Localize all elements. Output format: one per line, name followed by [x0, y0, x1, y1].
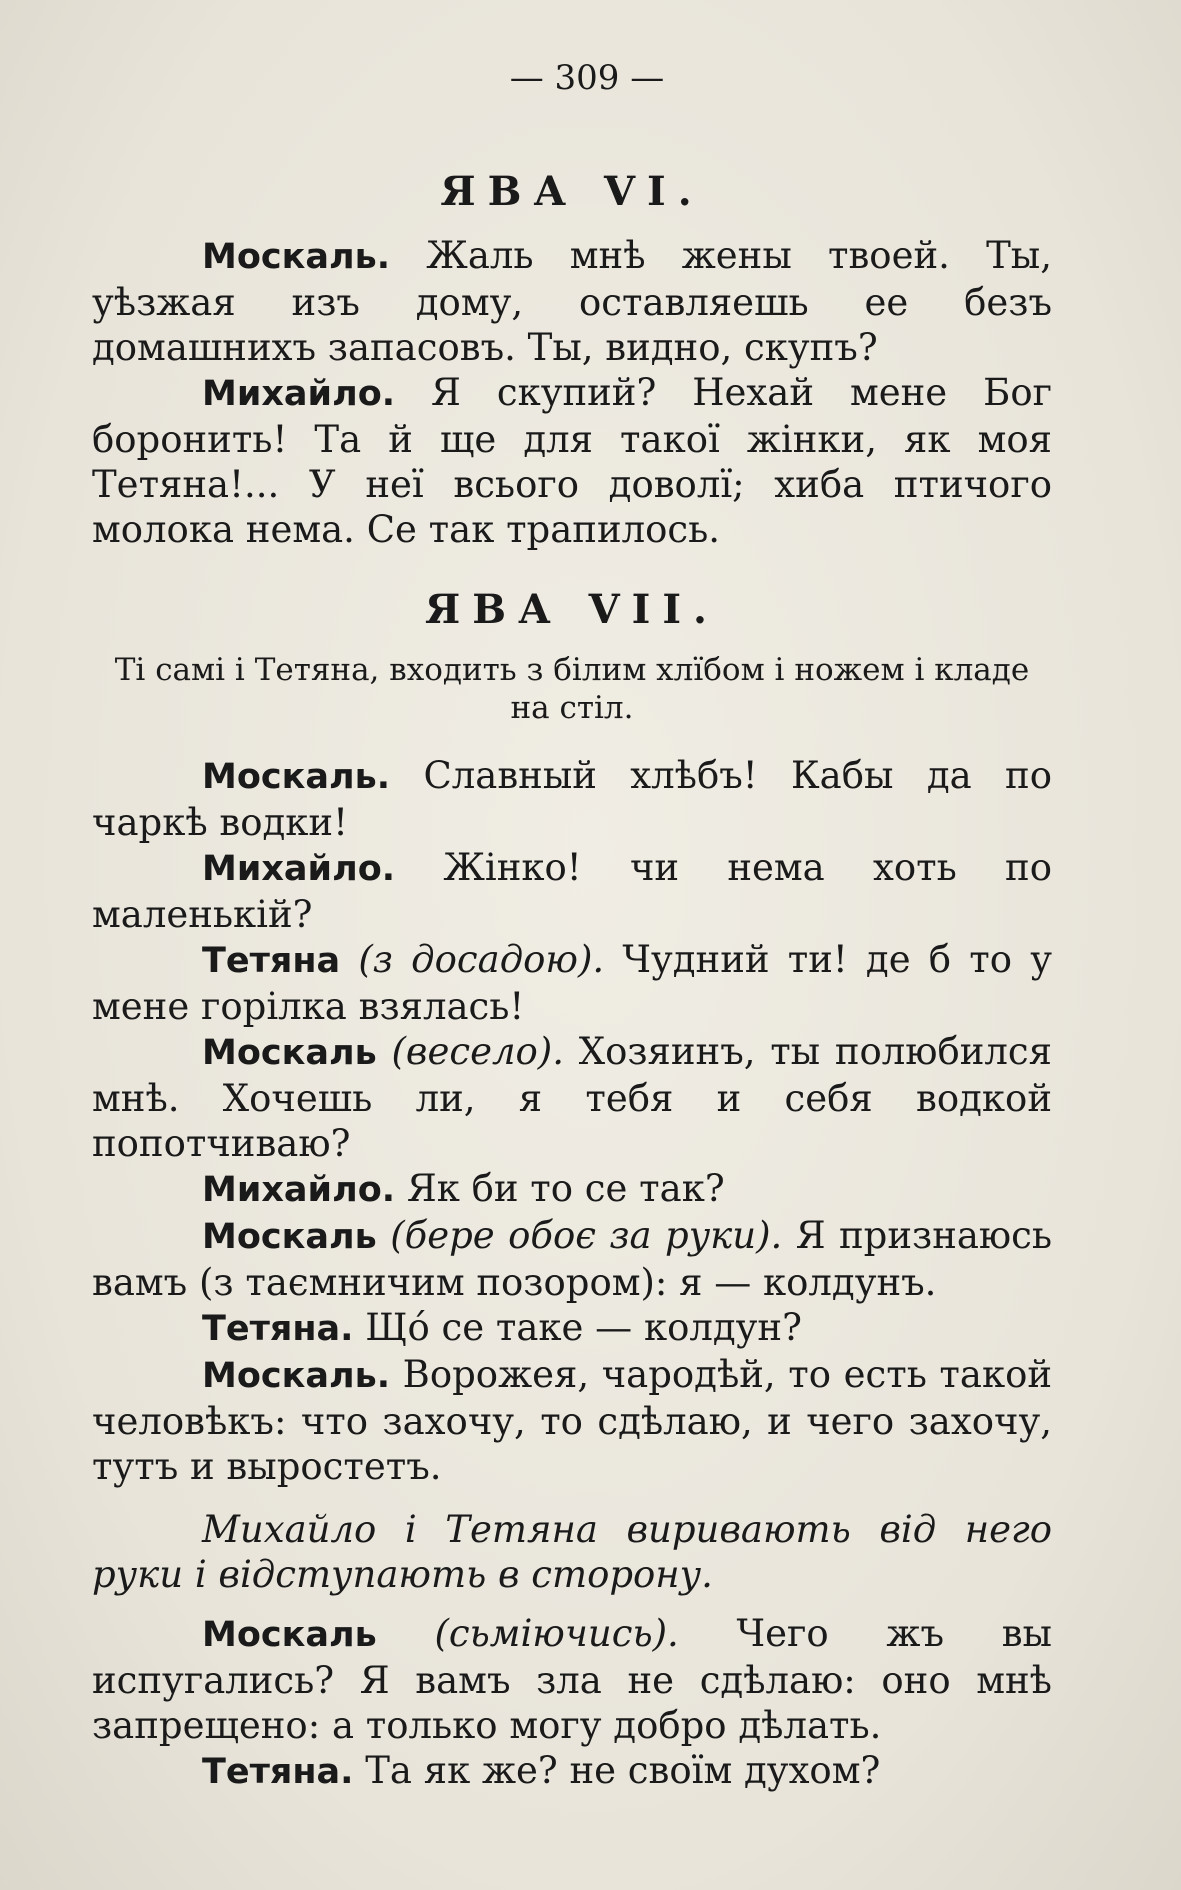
line-text: Я признаюсь вамъ (з таємничим позором): я — колдунъ.: [92, 1214, 1052, 1304]
dialogue-line: [92, 1748, 1052, 1795]
scene-6-title: ЯВА VI.: [440, 168, 704, 215]
page-number: — 309 —: [509, 58, 665, 98]
speaker-direction: (бере обоє за руки).: [390, 1214, 783, 1257]
line-text: Чудний ти! де б то у мене горілка взялась!: [92, 938, 1052, 1028]
dialogue-line: [92, 753, 1052, 845]
speaker-name: Москаль.: [202, 757, 391, 797]
line-text: Славный хлѣбъ! Кабы да по чаркѣ водки!: [92, 754, 1052, 844]
line-text: Хозяинъ, ты полюбился мнѣ. Хочешь ли, я тебя и себя водкой попотчиваю?: [92, 1030, 1052, 1165]
line-text: Як би то се так?: [406, 1167, 725, 1210]
dialogue-line: [92, 937, 1052, 1029]
speaker-name: Михайло.: [202, 374, 396, 414]
speaker-name: Тетяна.: [202, 1752, 354, 1792]
line-text: Я скупий? Нехай мене Бог боронить! Та й ще для такої жінки, як моя Тетяна!... У неї всього доволї; хиба птичого молока нема. Се так трапилось.: [92, 371, 1052, 551]
stage-direction-italic: Михайло і Тетяна виривають від него руки і відступають в сторону.: [92, 1508, 1052, 1596]
dialogue-line: [92, 1352, 1052, 1489]
speaker-name: Михайло.: [202, 849, 396, 889]
dialogue-line: [92, 1305, 1052, 1352]
line-text: Чего жъ вы испугались? Я вамъ зла не сдѣлаю: оно мнѣ запрещено: а только могу добро дѣлать.: [92, 1612, 1052, 1747]
dialogue-line: [92, 1213, 1052, 1305]
line-text: Та як же? не своїм духом?: [365, 1749, 881, 1792]
speaker-name: Москаль.: [202, 1356, 391, 1396]
speaker-name: Михайло.: [202, 1170, 396, 1210]
dialogue-line: [92, 233, 1052, 370]
speaker-name: Тетяна.: [202, 1309, 354, 1349]
dialogue-line: [92, 1029, 1052, 1166]
speaker-name: Москаль.: [202, 237, 391, 277]
line-text: Ворожея, чародѣй, то есть такой человѣкъ: что захочу, то сдѣлаю, и чего захочу, тутъ и выростетъ.: [92, 1353, 1053, 1488]
speaker-name: Москаль: [202, 1033, 377, 1073]
speaker-name: Москаль: [202, 1217, 377, 1257]
speaker-direction: (весело).: [391, 1030, 565, 1073]
stage-direction: Ті самі і Тетяна, входить з білим хлїбом і ножем і кладе на стіл.: [114, 652, 1030, 726]
page-content: [92, 58, 1052, 1795]
line-text: Жінко! чи нема хоть по маленькій?: [92, 846, 1052, 936]
line-text: Жаль мнѣ жены твоей. Ты, уѣзжая изъ дому, оставляешь ее безъ домашнихъ запасовъ. Ты, видно, скупъ?: [92, 234, 1052, 369]
dialogue-line: [92, 1166, 1052, 1213]
dialogue-line: [92, 845, 1052, 937]
line-text: Щó се таке — колдун?: [365, 1306, 802, 1349]
scene-7-title: ЯВА VII.: [425, 586, 719, 633]
dialogue-line: [92, 370, 1052, 552]
speaker-direction: (з досадою).: [358, 938, 605, 981]
speaker-name: Москаль: [202, 1615, 377, 1655]
speaker-direction: (сьміючись).: [434, 1612, 679, 1655]
speaker-name: Тетяна: [202, 941, 341, 981]
dialogue-line: [92, 1611, 1052, 1748]
